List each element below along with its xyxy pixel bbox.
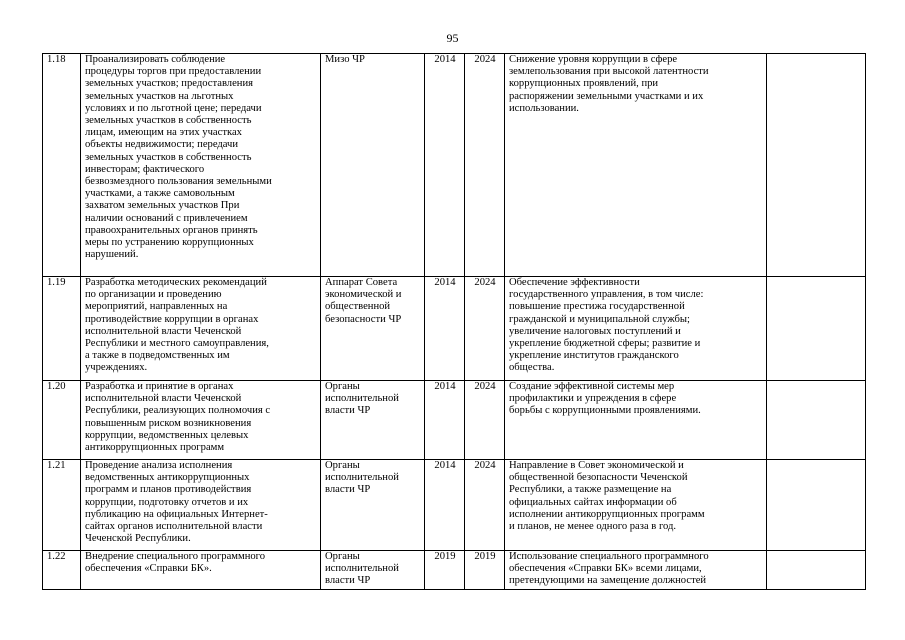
item-number: 1.22 [43, 551, 81, 590]
measure-text-line: публикацию на официальных Интернет- [85, 508, 268, 520]
expected-result-line: общества. [509, 362, 555, 374]
end-year: 2024 [465, 54, 505, 277]
measure-text-line: нарушений. [85, 249, 139, 261]
end-year: 2019 [465, 551, 505, 590]
expected-result-line: землепользования при высокой латентности [509, 66, 709, 78]
executor [321, 551, 425, 590]
expected-result [505, 551, 767, 590]
expected-result-line: коррупционных проявлений, при [509, 78, 659, 90]
measure-text-line: Разработка и принятие в органах [85, 381, 234, 392]
item-number: 1.18 [43, 54, 81, 277]
measure-text-line: лицам, имеющим на этих участках [85, 127, 242, 139]
measure-text [81, 381, 321, 460]
executor [321, 54, 425, 277]
start-year: 2014 [425, 277, 465, 381]
measure-text-line: Республики и местного самоуправления, [85, 338, 269, 350]
measure-text-line: меры по устранению коррупционных [85, 237, 254, 249]
measure-text [81, 460, 321, 551]
measure-text-line: наличии оснований с привлечением [85, 212, 248, 224]
executor-line: исполнительной [325, 393, 399, 405]
executor-line: власти ЧР [325, 575, 371, 587]
executor-line: власти ЧР [325, 405, 371, 417]
measure-text-line: условиях и по льготной цене; передачи [85, 102, 262, 114]
expected-result-line: и планов, не менее одного раза в год. [509, 521, 677, 533]
expected-result-line: общественной безопасности Чеченской [509, 472, 688, 484]
executor-line: Аппарат Совета [325, 277, 398, 288]
table-row [43, 54, 866, 277]
table-row [43, 381, 866, 460]
executor-line: Органы [325, 460, 360, 471]
executor [321, 460, 425, 551]
expected-result-line: государственного управления, в том числе: [509, 289, 704, 301]
measure-text [81, 54, 321, 277]
measure-text [81, 277, 321, 381]
end-year: 2024 [465, 460, 505, 551]
measure-text-line: инвесторам; фактического [85, 163, 205, 175]
executor-line: экономической и [325, 289, 402, 301]
measure-text-line: антикоррупционных программ [85, 442, 225, 454]
measure-text-line: участками, а также самовольным [85, 188, 235, 200]
executor-line: власти ЧР [325, 484, 371, 496]
expected-result-line: увеличение налоговых поступлений и [509, 325, 681, 337]
item-number: 1.21 [43, 460, 81, 551]
measure-text-line: земельных участков в собственность [85, 151, 252, 163]
expected-result-line: укрепление институтов гражданского [509, 350, 679, 362]
measure-text [81, 551, 321, 590]
measure-text-line: земельных участков в собственность [85, 115, 252, 127]
expected-result-line: Использование специального программного [509, 551, 709, 562]
executor [321, 381, 425, 460]
note [767, 460, 866, 551]
expected-result-line: использовании. [509, 102, 579, 114]
executor-line: Мизо ЧР [325, 54, 365, 65]
executor-line: общественной [325, 301, 391, 313]
measure-text-line: противодействие коррупции в органах [85, 313, 259, 325]
note [767, 54, 866, 277]
executor-line: безопасности ЧР [325, 313, 402, 325]
measure-text-line: безвозмездного пользования земельными [85, 176, 272, 188]
expected-result-line: распоряжении земельными участками и их [509, 90, 704, 102]
measure-text-line: мероприятий, направленных на [85, 301, 228, 313]
table-row [43, 460, 866, 551]
start-year: 2014 [425, 54, 465, 277]
expected-result-line: исполнении антикоррупционных программ [509, 508, 705, 520]
page-number: 95 [446, 31, 459, 45]
start-year: 2019 [425, 551, 465, 590]
measure-text-line: сайтах органов исполнительной власти [85, 521, 263, 533]
expected-result-line: Направление в Совет экономической и [509, 460, 684, 471]
expected-result-line: Обеспечение эффективности [509, 277, 640, 288]
measure-text-line: правоохранительных органов принять [85, 224, 258, 236]
measure-text-line: Внедрение специального программного [85, 551, 266, 562]
start-year: 2014 [425, 381, 465, 460]
executor-line: Органы [325, 551, 360, 562]
expected-result [505, 460, 767, 551]
expected-result-line: претендующими на замещение должностей [509, 575, 707, 587]
measure-text-line: программ и планов противодействия [85, 484, 252, 496]
end-year: 2024 [465, 277, 505, 381]
expected-result-line: Снижение уровня коррупции в сфере [509, 54, 678, 65]
measure-text-line: земельных участков; предоставления [85, 78, 254, 90]
expected-result-line: борьбы с коррупционными проявлениями. [509, 405, 701, 417]
measure-text-line: Проанализировать соблюдение [85, 54, 226, 65]
note [767, 381, 866, 460]
measure-text-line: обеспечения «Справки БК». [85, 563, 212, 575]
table-row [43, 551, 866, 590]
measure-text-line: захватом земельных участков При [85, 200, 240, 212]
expected-result-line: официальных сайтах информации об [509, 496, 677, 508]
expected-result [505, 277, 767, 381]
note [767, 551, 866, 590]
measure-text-line: повышенным риском возникновения [85, 417, 252, 429]
expected-result-line: профилактики и упреждения в сфере [509, 393, 677, 405]
start-year: 2014 [425, 460, 465, 551]
measure-text-line: Проведение анализа исполнения [85, 460, 233, 471]
expected-result [505, 381, 767, 460]
measure-text-line: Разработка методических рекомендаций [85, 277, 267, 288]
measure-text-line: земельных участков на льготных [85, 90, 234, 102]
expected-result [505, 54, 767, 277]
measure-text-line: учреждениях. [85, 362, 148, 374]
expected-result-line: укрепление бюджетной сферы; развитие и [509, 338, 701, 350]
measure-text-line: ведомственных антикоррупционных [85, 472, 250, 484]
measure-text-line: коррупции, подготовку отчетов и их [85, 496, 249, 508]
measure-text-line: а также в подведомственных им [85, 350, 230, 362]
executor-line: исполнительной [325, 472, 399, 484]
measure-text-line: Республики, реализующих полномочия с [85, 405, 271, 417]
end-year: 2024 [465, 381, 505, 460]
measure-text-line: процедуры торгов при предоставлении [85, 66, 262, 78]
measure-text-line: коррупции, ведомственных целевых [85, 429, 249, 441]
expected-result-line: обеспечения «Справки БК» всеми лицами, [509, 563, 702, 575]
expected-result-line: Создание эффективной системы мер [509, 381, 675, 392]
table-row [43, 277, 866, 381]
item-number: 1.19 [43, 277, 81, 381]
measure-text-line: по организации и проведению [85, 289, 222, 301]
executor [321, 277, 425, 381]
measures-table [42, 53, 866, 590]
measure-text-line: исполнительной власти Чеченской [85, 393, 242, 405]
executor-line: Органы [325, 381, 360, 392]
expected-result-line: Республики, а также размещение на [509, 484, 672, 496]
item-number: 1.20 [43, 381, 81, 460]
measure-text-line: исполнительной власти Чеченской [85, 325, 242, 337]
measure-text-line: Чеченской Республики. [85, 533, 191, 545]
note [767, 277, 866, 381]
expected-result-line: повышение престижа государственной [509, 301, 685, 313]
expected-result-line: гражданской и муниципальной службы; [509, 313, 690, 325]
executor-line: исполнительной [325, 563, 399, 575]
measure-text-line: объекты недвижимости; передачи [85, 139, 239, 151]
